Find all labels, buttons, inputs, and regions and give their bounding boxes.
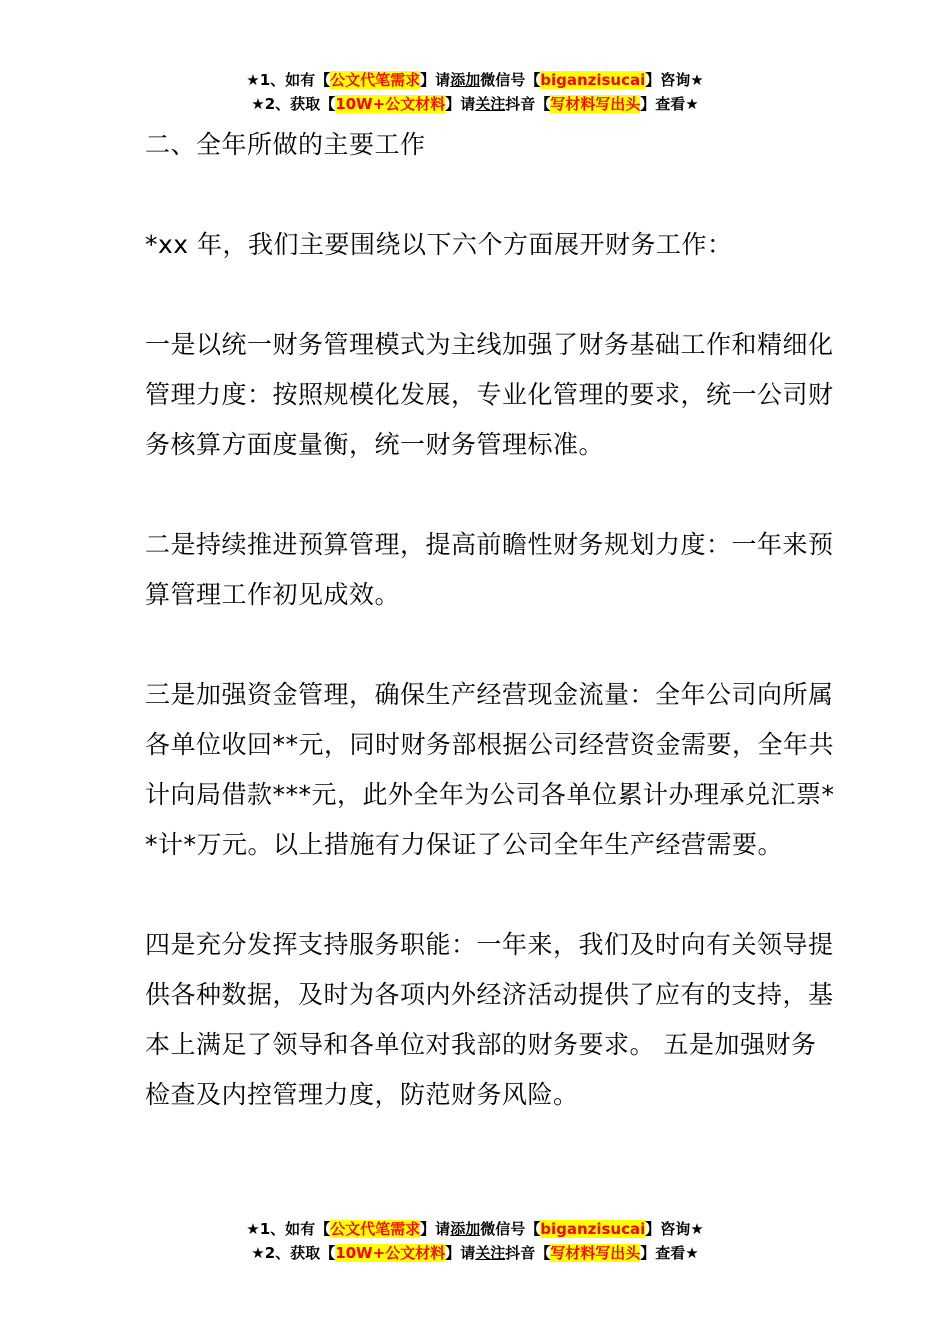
footer-banner	[0, 1217, 950, 1265]
paragraph-4: 四是充分发挥支持服务职能：一年来，我们及时向有关领导提供各种数据，及时为各项内外经济活动提供了应有的支持，基本上满足了领导和各单位对我部的财务要求。 五是加强财务检查及内控管理力度，防范财务风险。	[145, 930, 834, 1109]
banner-highlight: 写材料写出头	[550, 1244, 641, 1262]
banner-text: ★1、如有【	[246, 1220, 331, 1238]
paragraph-2: 二是持续推进预算管理，提高前瞻性财务规划力度：一年来预算管理工作初见成效。	[145, 530, 834, 609]
banner-text: 微信号【	[480, 1220, 541, 1238]
banner-text: 】查看★	[640, 1244, 699, 1262]
banner-text: 微信号【	[480, 71, 541, 89]
banner-text: ★1、如有【	[246, 71, 331, 89]
banner-highlight: 10W+公文材料	[335, 1244, 446, 1262]
banner-line-1	[0, 68, 950, 92]
banner-highlight: 公文代笔需求	[330, 71, 421, 89]
banner-line-1	[0, 1217, 950, 1241]
banner-line-2	[0, 92, 950, 116]
document-body	[145, 120, 835, 1120]
banner-text: 】咨询★	[645, 71, 704, 89]
banner-underline: 关注	[475, 1244, 506, 1262]
banner-text: ★2、获取【	[251, 1244, 336, 1262]
section-heading: 二、全年所做的主要工作	[145, 130, 426, 159]
paragraph-1: 一是以统一财务管理模式为主线加强了财务基础工作和精细化管理力度：按照规模化发展，专业化管理的要求，统一公司财务核算方面度量衡，统一财务管理标准。	[145, 330, 834, 459]
banner-line-2	[0, 1241, 950, 1265]
banner-text: 】请	[420, 1220, 451, 1238]
banner-underline: 添加	[450, 1220, 481, 1238]
banner-highlight: 10W+公文材料	[335, 95, 446, 113]
banner-text: ★2、获取【	[251, 95, 336, 113]
banner-highlight: 写材料写出头	[550, 95, 641, 113]
banner-highlight: biganzisucai	[540, 71, 646, 89]
header-banner	[0, 68, 950, 116]
paragraph-3: 三是加强资金管理，确保生产经营现金流量：全年公司向所属各单位收回**元，同时财务部根据公司经营资金需要，全年共计向局借款***元，此外全年为公司各单位累计办理承兑汇票**计*万元。以上措施有力保证了公司全年生产经营需要。	[145, 680, 835, 859]
banner-underline: 添加	[450, 71, 481, 89]
banner-text: 】查看★	[640, 95, 699, 113]
banner-text: 】请	[445, 95, 476, 113]
banner-highlight: biganzisucai	[540, 1220, 646, 1238]
banner-text: 】请	[420, 71, 451, 89]
banner-highlight: 公文代笔需求	[330, 1220, 421, 1238]
banner-text: 抖音【	[505, 95, 551, 113]
banner-text: 】咨询★	[645, 1220, 704, 1238]
intro-paragraph: *xx 年，我们主要围绕以下六个方面展开财务工作：	[145, 230, 733, 259]
banner-text: 抖音【	[505, 1244, 551, 1262]
banner-underline: 关注	[475, 95, 506, 113]
banner-text: 】请	[445, 1244, 476, 1262]
